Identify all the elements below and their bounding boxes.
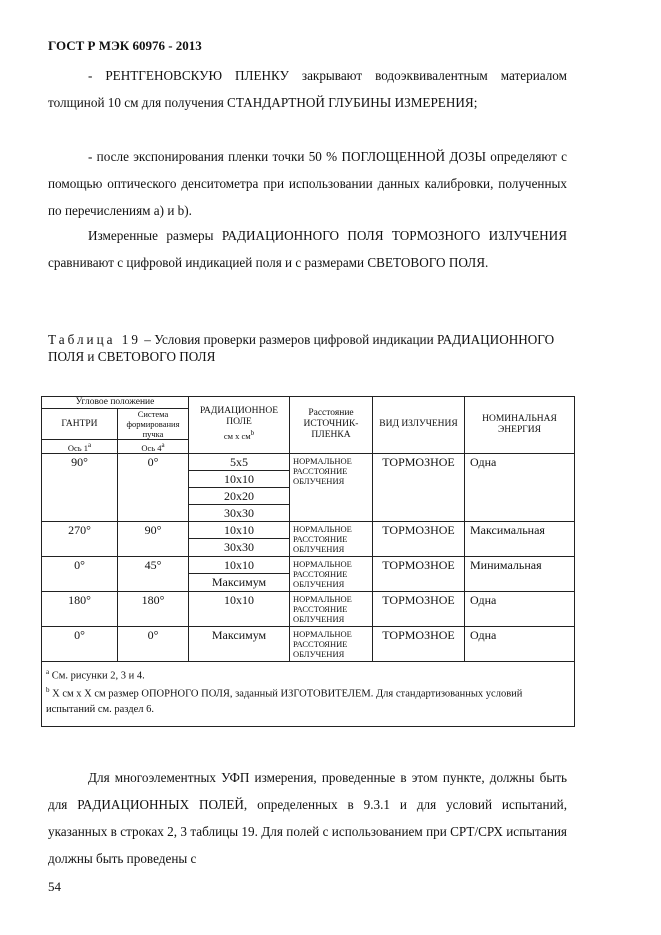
header-axis1-footnote: а <box>88 441 92 449</box>
row3-distance-text: НОРМАЛЬНОЕ РАССТОЯНИЕ ОБЛУЧЕНИЯ <box>293 558 352 589</box>
row4-energy: Одна <box>465 591 575 626</box>
header-axis4-footnote: а <box>161 441 165 449</box>
paragraph-densitometer: - после экспонирования пленки точки 50 % ПОГЛОЩЕННОЙ ДОЗЫ определяют с помощью оптического денситометра при использовании данных калибровки, полученных по перечислениям а) и b). <box>48 149 567 218</box>
header-distance: Расстояние ИСТОЧНИК-ПЛЕНКА <box>290 397 373 454</box>
header-angle: Угловое положение <box>42 397 189 409</box>
row4-radiation: ТОРМОЗНОЕ <box>373 591 465 626</box>
row3-field-2: Максимум <box>189 574 290 592</box>
header-axis4 <box>118 440 189 454</box>
row2-energy: Максимальная <box>465 521 575 556</box>
note-b <box>46 683 570 717</box>
page-number: 54 <box>48 879 61 894</box>
row5-distance <box>290 626 373 661</box>
row1-field-1: 5х5 <box>189 453 290 470</box>
row1-collimator: 0° <box>118 453 189 521</box>
header-axis1-label: Ось 1 <box>67 442 89 453</box>
row4-distance-text: НОРМАЛЬНОЕ РАССТОЯНИЕ ОБЛУЧЕНИЯ <box>293 593 352 624</box>
row2-radiation: ТОРМОЗНОЕ <box>373 521 465 556</box>
row4-collimator: 180° <box>118 591 189 626</box>
table-caption-text: – Условия проверки размеров цифровой индикации РАДИАЦИОННОГО ПОЛЯ и СВЕТОВОГО ПОЛЯ <box>48 332 555 364</box>
row4-field-1: 10х10 <box>189 591 290 626</box>
row4-gantry: 180° <box>42 591 118 626</box>
header-gantry: ГАНТРИ <box>42 409 118 440</box>
row2-field-2: 30х30 <box>189 539 290 557</box>
header-field-label: РАДИАЦИОННОЕ ПОЛЕ <box>199 406 279 428</box>
row5-radiation: ТОРМОЗНОЕ <box>373 626 465 661</box>
row5-energy: Одна <box>465 626 575 661</box>
note-a-mark: а <box>46 667 50 676</box>
header-axis4-label: Ось 4 <box>141 442 162 453</box>
row2-collimator: 90° <box>118 521 189 556</box>
row1-radiation: ТОРМОЗНОЕ <box>373 453 465 521</box>
table-caption <box>48 331 568 365</box>
row5-collimator: 0° <box>118 626 189 661</box>
row2-distance <box>290 521 373 556</box>
row5-field-1: Максимум <box>189 626 290 661</box>
conditions-table <box>41 396 575 727</box>
table-notes <box>42 661 575 726</box>
row3-field-1: 10х10 <box>189 556 290 574</box>
header-collimator: Система формирования пучка <box>118 409 189 440</box>
row2-field-1: 10х10 <box>189 521 290 539</box>
header-field <box>189 397 290 454</box>
paragraph-comparison: Измеренные размеры РАДИАЦИОННОГО ПОЛЯ ТОРМОЗНОГО ИЗЛУЧЕНИЯ сравнивают с цифровой индикацией поля и с размерами СВЕТОВОГО ПОЛЯ. <box>48 228 567 270</box>
row4-distance <box>290 591 373 626</box>
row3-radiation: ТОРМОЗНОЕ <box>373 556 465 591</box>
table-caption-label: Таблица 19 <box>48 332 141 347</box>
row5-distance-text: НОРМАЛЬНОЕ РАССТОЯНИЕ ОБЛУЧЕНИЯ <box>293 628 352 659</box>
row5-gantry: 0° <box>42 626 118 661</box>
note-a <box>46 665 570 684</box>
row1-energy: Одна <box>465 453 575 521</box>
header-field-unit: см х см <box>223 431 251 442</box>
note-b-mark: b <box>46 686 50 695</box>
row1-gantry: 90° <box>42 453 118 521</box>
document-header: ГОСТ Р МЭК 60976 - 2013 <box>48 38 202 53</box>
row2-distance-text: НОРМАЛЬНОЕ РАССТОЯНИЕ ОБЛУЧЕНИЯ <box>293 523 352 554</box>
row3-collimator: 45° <box>118 556 189 591</box>
paragraph-film-cover: - РЕНТГЕНОВСКУЮ ПЛЕНКУ закрывают водоэквивалентным материалом толщиной 10 см для получения СТАНДАРТНОЙ ГЛУБИНЫ ИЗМЕРЕНИЯ; <box>48 68 567 110</box>
header-radiation: ВИД ИЗЛУЧЕНИЯ <box>373 397 465 454</box>
header-energy: НОМИНАЛЬНАЯ ЭНЕРГИЯ <box>465 397 575 454</box>
row1-field-4: 30х30 <box>189 504 290 521</box>
row2-gantry: 270° <box>42 521 118 556</box>
header-axis1 <box>42 440 118 454</box>
note-b-text: Х см х Х см размер ОПОРНОГО ПОЛЯ, заданный ИЗГОТОВИТЕЛЕМ. Для стандартизованных условий испытаний см. раздел 6. <box>46 688 523 715</box>
row1-field-2: 10х10 <box>189 470 290 487</box>
row1-distance-text: НОРМАЛЬНОЕ РАССТОЯНИЕ ОБЛУЧЕНИЯ <box>293 455 352 486</box>
row3-energy: Минимальная <box>465 556 575 591</box>
row1-distance <box>290 453 373 521</box>
row3-distance <box>290 556 373 591</box>
row1-field-3: 20х20 <box>189 487 290 504</box>
paragraph-multielement: Для многоэлементных УФП измерения, проведенные в этом пункте, должны быть для РАДИАЦИОННЫХ ПОЛЕЙ, определенных в 9.3.1 и для условий испытаний, указанных в строках 2, 3 таблицы 19. Для полей с использованием при СРТ/СРХ испытания должны быть проведены с <box>48 770 567 866</box>
row3-gantry: 0° <box>42 556 118 591</box>
header-field-footnote: b <box>250 429 255 438</box>
note-a-text: См. рисунки 2, 3 и 4. <box>49 670 145 682</box>
